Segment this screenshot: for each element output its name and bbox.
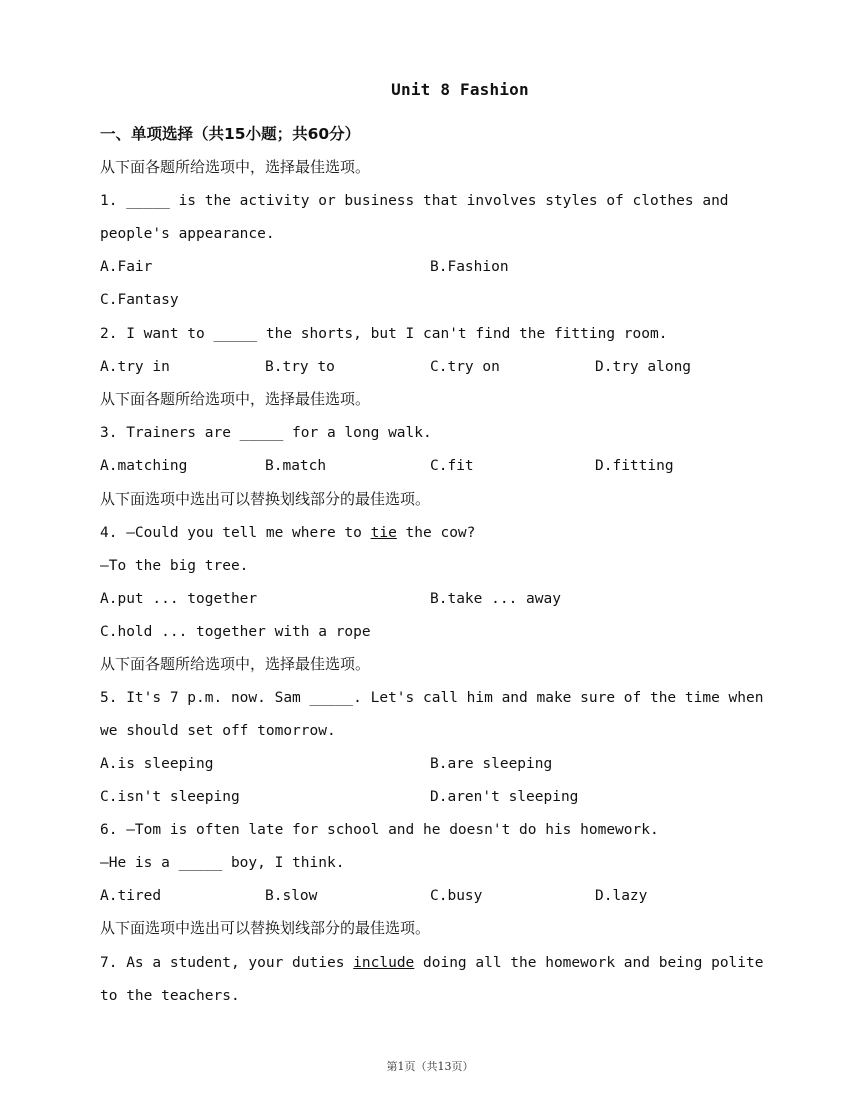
q4-underlined-word: tie xyxy=(370,525,397,541)
q3-option-c: C.fit xyxy=(430,458,474,474)
question-3-stem: 3. Trainers are _____ for a long walk. xyxy=(100,425,432,441)
question-5-stem: 5. It's 7 p.m. now. Sam _____. Let's call him and make sure of the time when xyxy=(100,690,764,706)
q6-option-a: A.tired xyxy=(100,888,162,904)
q7-stem-pre: 7. As a student, your duties xyxy=(100,955,354,971)
instruction-replace-2: 从下面选项中选出可以替换划线部分的最佳选项。 xyxy=(100,919,431,937)
q7-underlined-word: include xyxy=(353,955,415,971)
q4-option-a: A.put ... together xyxy=(100,591,258,607)
question-4-reply: —To the big tree. xyxy=(100,558,249,574)
question-7-stem xyxy=(100,953,763,973)
q6-option-c: C.busy xyxy=(430,888,483,904)
q4-stem-pre: 4. —Could you tell me where to xyxy=(100,525,371,541)
q1-option-a: A.Fair xyxy=(100,259,153,275)
q5-option-c: C.isn't sleeping xyxy=(100,789,240,805)
question-2-stem: 2. I want to _____ the shorts, but I can't find the fitting room. xyxy=(100,326,668,342)
page-title: Unit 8 Fashion xyxy=(391,80,529,99)
q7-stem-post: doing all the homework and being polite xyxy=(414,955,764,971)
q6-option-b: B.slow xyxy=(265,888,318,904)
instruction-choose: 从下面各题所给选项中，选择最佳选项。 xyxy=(100,158,371,176)
q2-option-a: A.try in xyxy=(100,359,170,375)
question-1-stem: 1. _____ is the activity or business that involves styles of clothes and xyxy=(100,193,729,209)
q4-stem-post: the cow? xyxy=(396,525,476,541)
instruction-choose-2: 从下面各题所给选项中，选择最佳选项。 xyxy=(100,390,371,408)
question-5-stem-cont: we should set off tomorrow. xyxy=(100,723,336,739)
instruction-replace: 从下面选项中选出可以替换划线部分的最佳选项。 xyxy=(100,490,431,508)
q1-option-c: C.Fantasy xyxy=(100,292,179,308)
q5-option-b: B.are sleeping xyxy=(430,756,553,772)
q2-option-b: B.try to xyxy=(265,359,335,375)
q6-option-d: D.lazy xyxy=(595,888,648,904)
q3-option-b: B.match xyxy=(265,458,327,474)
question-6-stem: 6. —Tom is often late for school and he doesn't do his homework. xyxy=(100,822,659,838)
instruction-choose-3: 从下面各题所给选项中，选择最佳选项。 xyxy=(100,655,371,673)
page-footer: 第1页（共13页） xyxy=(386,1060,474,1073)
q2-option-d: D.try along xyxy=(595,359,692,375)
q5-option-a: A.is sleeping xyxy=(100,756,214,772)
question-7-stem-cont: to the teachers. xyxy=(100,988,240,1004)
q2-option-c: C.try on xyxy=(430,359,500,375)
q3-option-d: D.fitting xyxy=(595,458,674,474)
q4-option-b: B.take ... away xyxy=(430,591,561,607)
section-heading: 一、单项选择（共15小题；共60分） xyxy=(100,125,361,143)
q4-option-c: C.hold ... together with a rope xyxy=(100,624,371,640)
q1-option-b: B.Fashion xyxy=(430,259,509,275)
q5-option-d: D.aren't sleeping xyxy=(430,789,579,805)
question-4-stem xyxy=(100,523,475,543)
question-1-stem-cont: people's appearance. xyxy=(100,226,275,242)
question-6-reply: —He is a _____ boy, I think. xyxy=(100,855,345,871)
q3-option-a: A.matching xyxy=(100,458,188,474)
